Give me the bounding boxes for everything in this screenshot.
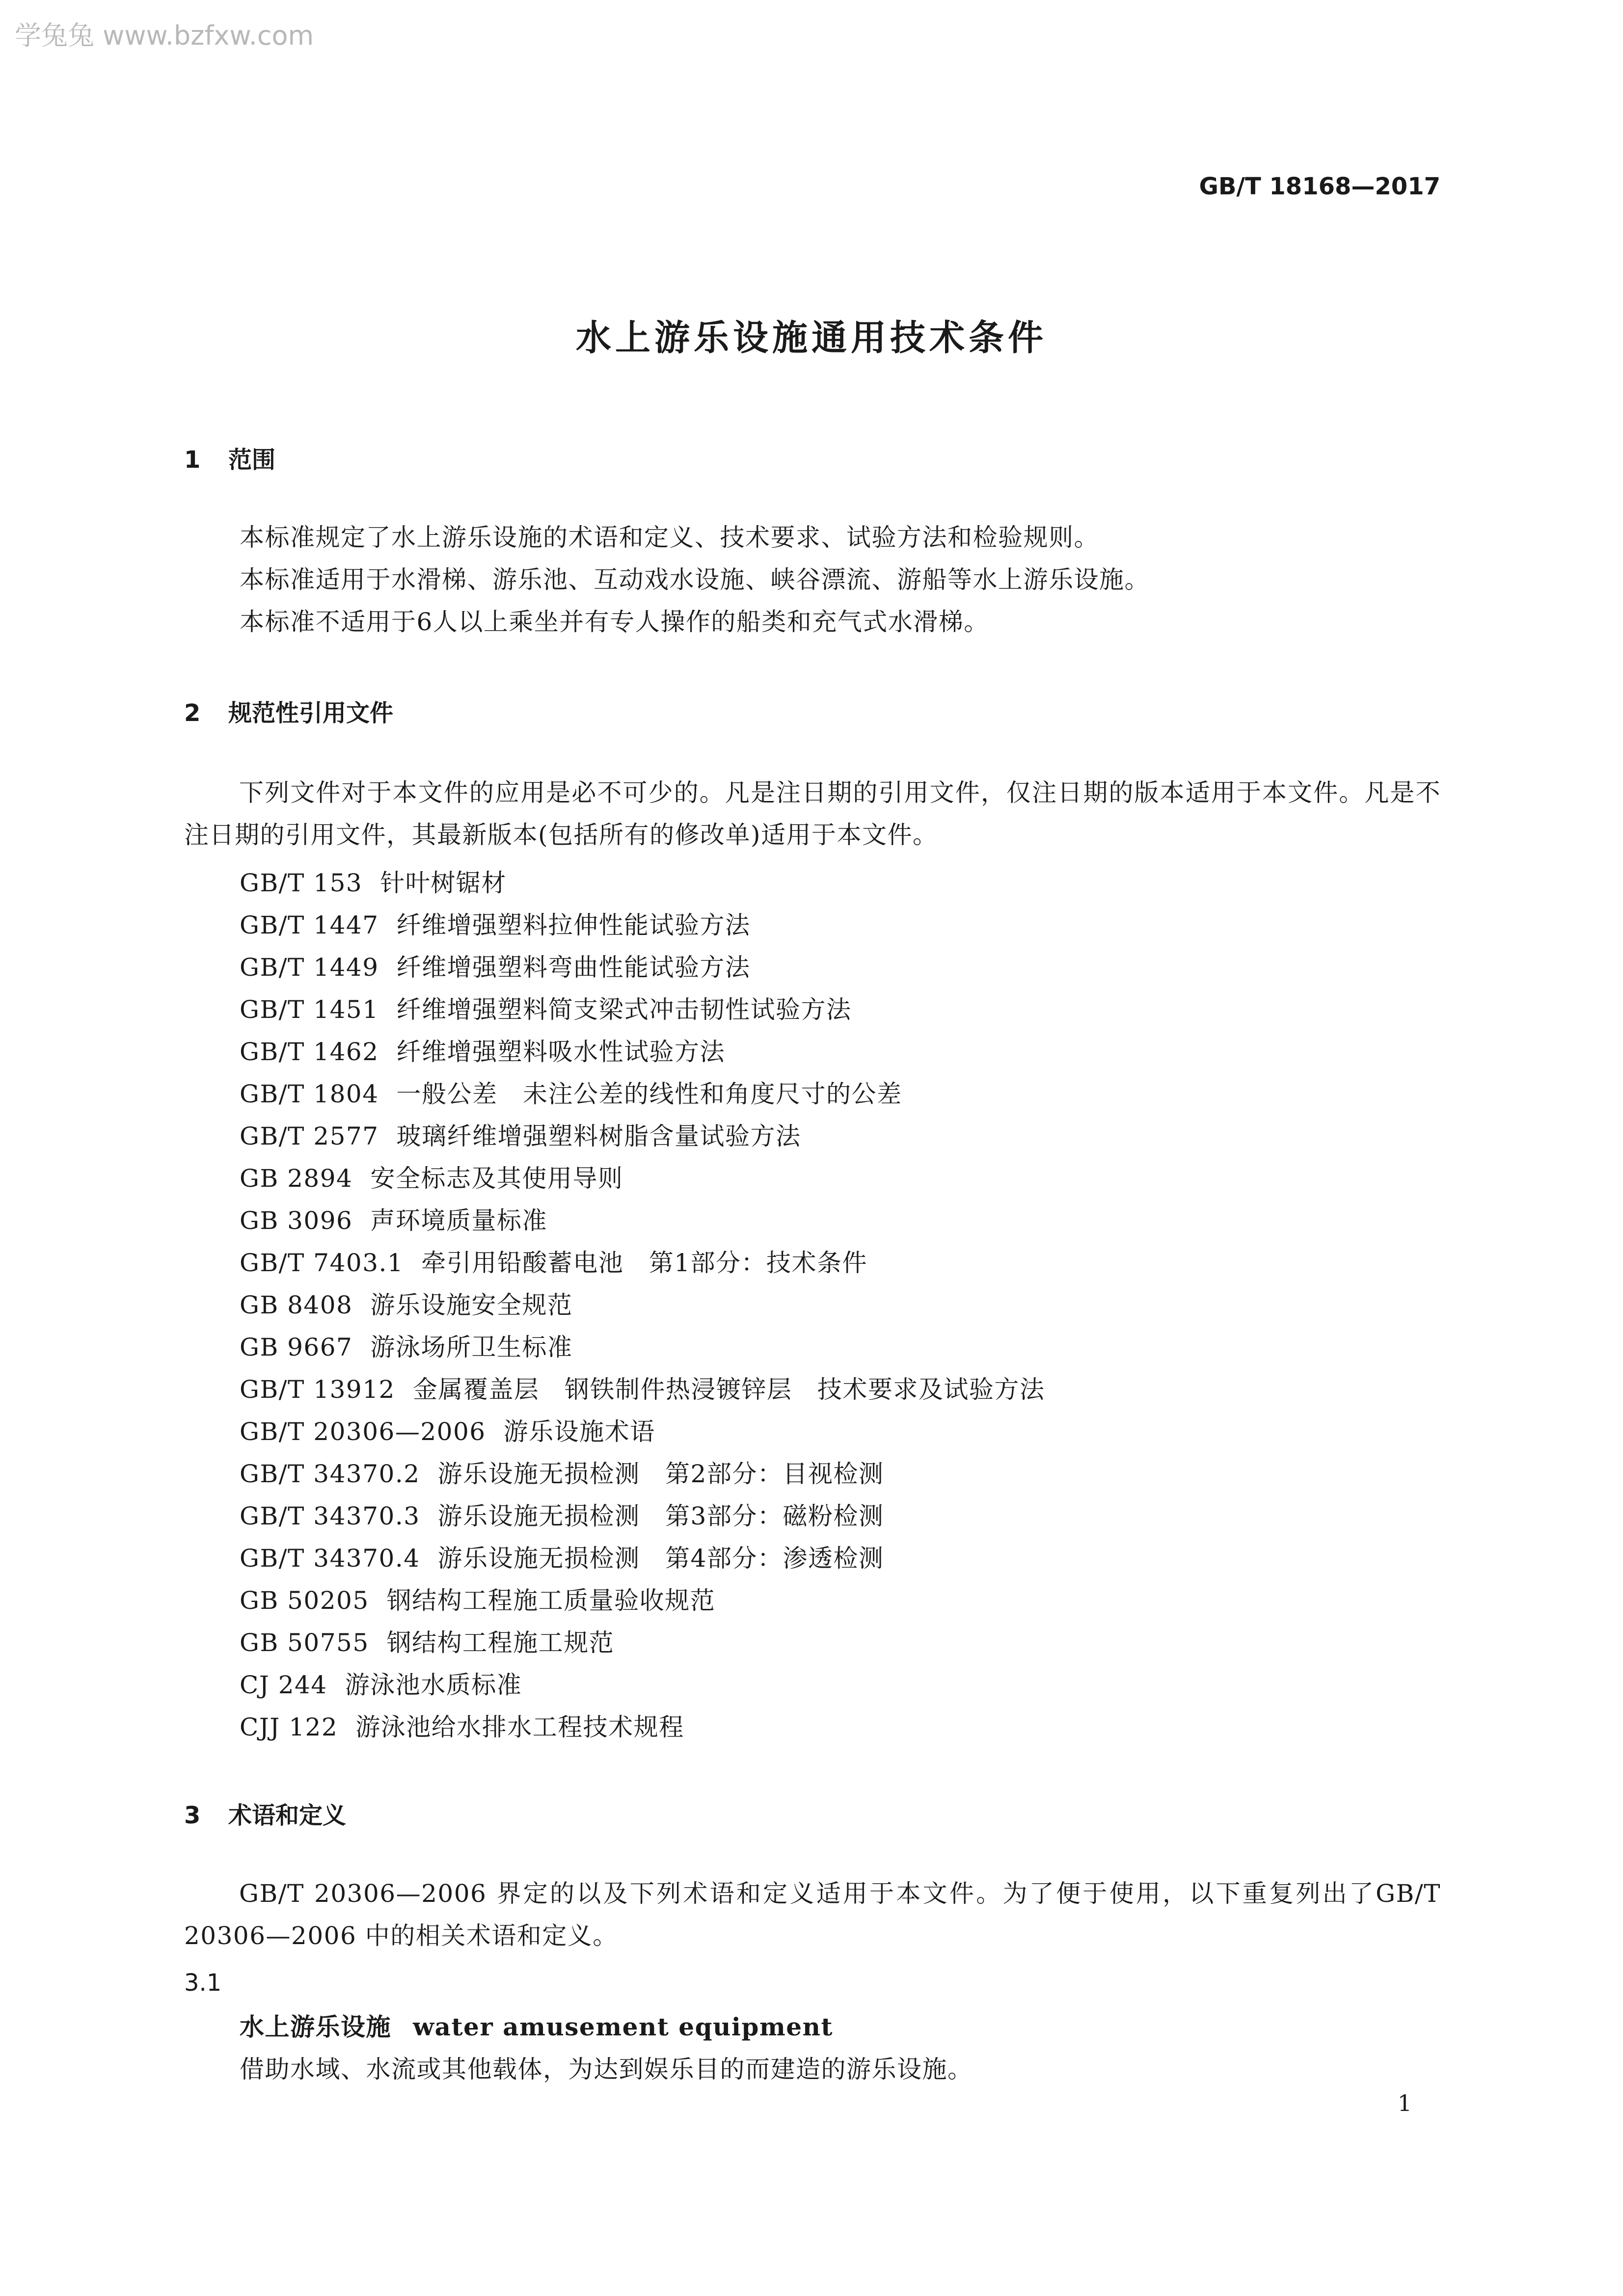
reference-name: 游泳场所卫生标准 [370,1333,573,1362]
reference-name: 玻璃纤维增强塑料树脂含量试验方法 [396,1122,801,1150]
reference-item [240,1665,522,1701]
section-number: 1 [184,446,201,474]
scope-line-2: 本标准适用于水滑梯、游乐池、互动戏水设施、峡谷漂流、游船等水上游乐设施。 [240,565,1150,594]
document-title: 水上游乐设施通用技术条件 [575,317,1047,358]
reference-name: 牵引用铅酸蓄电池 第1部分：技术条件 [421,1249,868,1277]
reference-code: GB/T 34370.2 [240,1460,420,1488]
reference-name: 游乐设施无损检测 第3部分：磁粉检测 [437,1502,884,1530]
reference-code: GB/T 1451 [240,995,379,1024]
reference-code: GB/T 13912 [240,1375,395,1404]
reference-item [240,1454,884,1490]
page-number: 1 [1397,2090,1412,2116]
reference-name: 钢结构工程施工质量验收规范 [386,1586,716,1615]
reference-code: GB 50205 [240,1586,369,1615]
reference-name: 安全标志及其使用导则 [370,1164,623,1193]
reference-name: 游泳池水质标准 [345,1671,522,1699]
reference-name: 游乐设施无损检测 第2部分：目视检测 [437,1460,884,1488]
reference-item [240,1328,572,1363]
reference-name: 一般公差 未注公差的线性和角度尺寸的公差 [396,1080,902,1108]
term-number: 3.1 [184,1969,222,1997]
term-english: water amusement equipment [413,2012,834,2041]
reference-name: 声环境质量标准 [370,1206,547,1235]
reference-code: GB/T 34370.4 [240,1544,420,1573]
reference-code: GB/T 1447 [240,911,379,939]
section-3-heading [184,1796,346,1830]
reference-name: 金属覆盖层 钢铁制件热浸镀锌层 技术要求及试验方法 [412,1375,1045,1404]
reference-name: 游泳池给水排水工程技术规程 [355,1713,684,1741]
reference-code: GB/T 1462 [240,1038,379,1066]
reference-name: 纤维增强塑料弯曲性能试验方法 [396,953,751,982]
reference-code: GB/T 153 [240,869,363,897]
section-title: 规范性引用文件 [228,699,394,727]
reference-item [240,1117,801,1152]
reference-item [240,906,751,941]
section-title: 范围 [228,446,276,474]
reference-code: GB/T 1804 [240,1080,379,1108]
reference-item [240,1539,884,1574]
reference-code: GB 9667 [240,1333,353,1362]
reference-code: GB 8408 [240,1291,353,1319]
reference-code: GB/T 20306—2006 [240,1417,486,1446]
reference-item [240,1201,547,1236]
reference-item [240,1623,614,1658]
reference-name: 钢结构工程施工规范 [386,1629,615,1657]
scope-line-3: 本标准不适用于6人以上乘坐并有专人操作的船类和充气式水滑梯。 [240,608,989,636]
reference-item [240,1285,572,1321]
references-intro: 下列文件对于本文件的应用是必不可少的。凡是注日期的引用文件，仅注日期的版本适用于本文件。凡是不注日期的引用文件，其最新版本(包括所有的修改单)适用于本文件。 [184,778,1441,849]
reference-code: GB/T 1449 [240,953,379,982]
reference-item [240,1412,655,1447]
reference-code: GB 2894 [240,1164,353,1193]
reference-item [240,948,751,983]
reference-item [240,1708,684,1743]
reference-name: 针叶树锯材 [380,869,507,897]
reference-name: 纤维增强塑料简支梁式冲击韧性试验方法 [396,995,852,1024]
reference-name: 游乐设施术语 [503,1417,655,1446]
term-entry [240,2007,833,2043]
section-1-heading [184,441,275,475]
section-2-heading [184,694,393,728]
reference-code: GB/T 7403.1 [240,1249,404,1277]
watermark: 学兔兔 www.bzfxw.com [15,20,314,51]
term-definition: 借助水域、水流或其他载体，为达到娱乐目的而建造的游乐设施。 [240,2055,973,2083]
reference-item [240,1243,867,1279]
reference-code: GB 3096 [240,1206,353,1235]
terms-intro: GB/T 20306—2006 界定的以及下列术语和定义适用于本文件。为了便于使用，以下重复列出了GB/T 20306—2006 中的相关术语和定义。 [184,1879,1441,1950]
reference-item [240,1159,623,1194]
reference-code: CJJ 122 [240,1713,338,1741]
section-title: 术语和定义 [228,1802,347,1829]
reference-item [240,1370,1045,1405]
reference-item [240,1496,884,1532]
term-chinese: 水上游乐设施 [240,2013,391,2041]
standard-number: GB/T 18168—2017 [1199,173,1440,200]
reference-name: 纤维增强塑料吸水性试验方法 [396,1038,726,1066]
section-number: 3 [184,1802,201,1829]
reference-item [240,1581,715,1616]
reference-item [240,1074,902,1110]
reference-item [240,863,507,899]
reference-code: GB/T 2577 [240,1122,379,1150]
reference-item [240,990,852,1025]
reference-name: 游乐设施无损检测 第4部分：渗透检测 [437,1544,884,1573]
scope-line-1: 本标准规定了水上游乐设施的术语和定义、技术要求、试验方法和检验规则。 [240,523,1099,552]
section-number: 2 [184,699,201,727]
reference-code: GB/T 34370.3 [240,1502,420,1530]
reference-name: 游乐设施安全规范 [370,1291,573,1319]
reference-item [240,1032,725,1068]
reference-name: 纤维增强塑料拉伸性能试验方法 [396,911,751,939]
reference-code: GB 50755 [240,1629,369,1657]
reference-code: CJ 244 [240,1671,327,1699]
